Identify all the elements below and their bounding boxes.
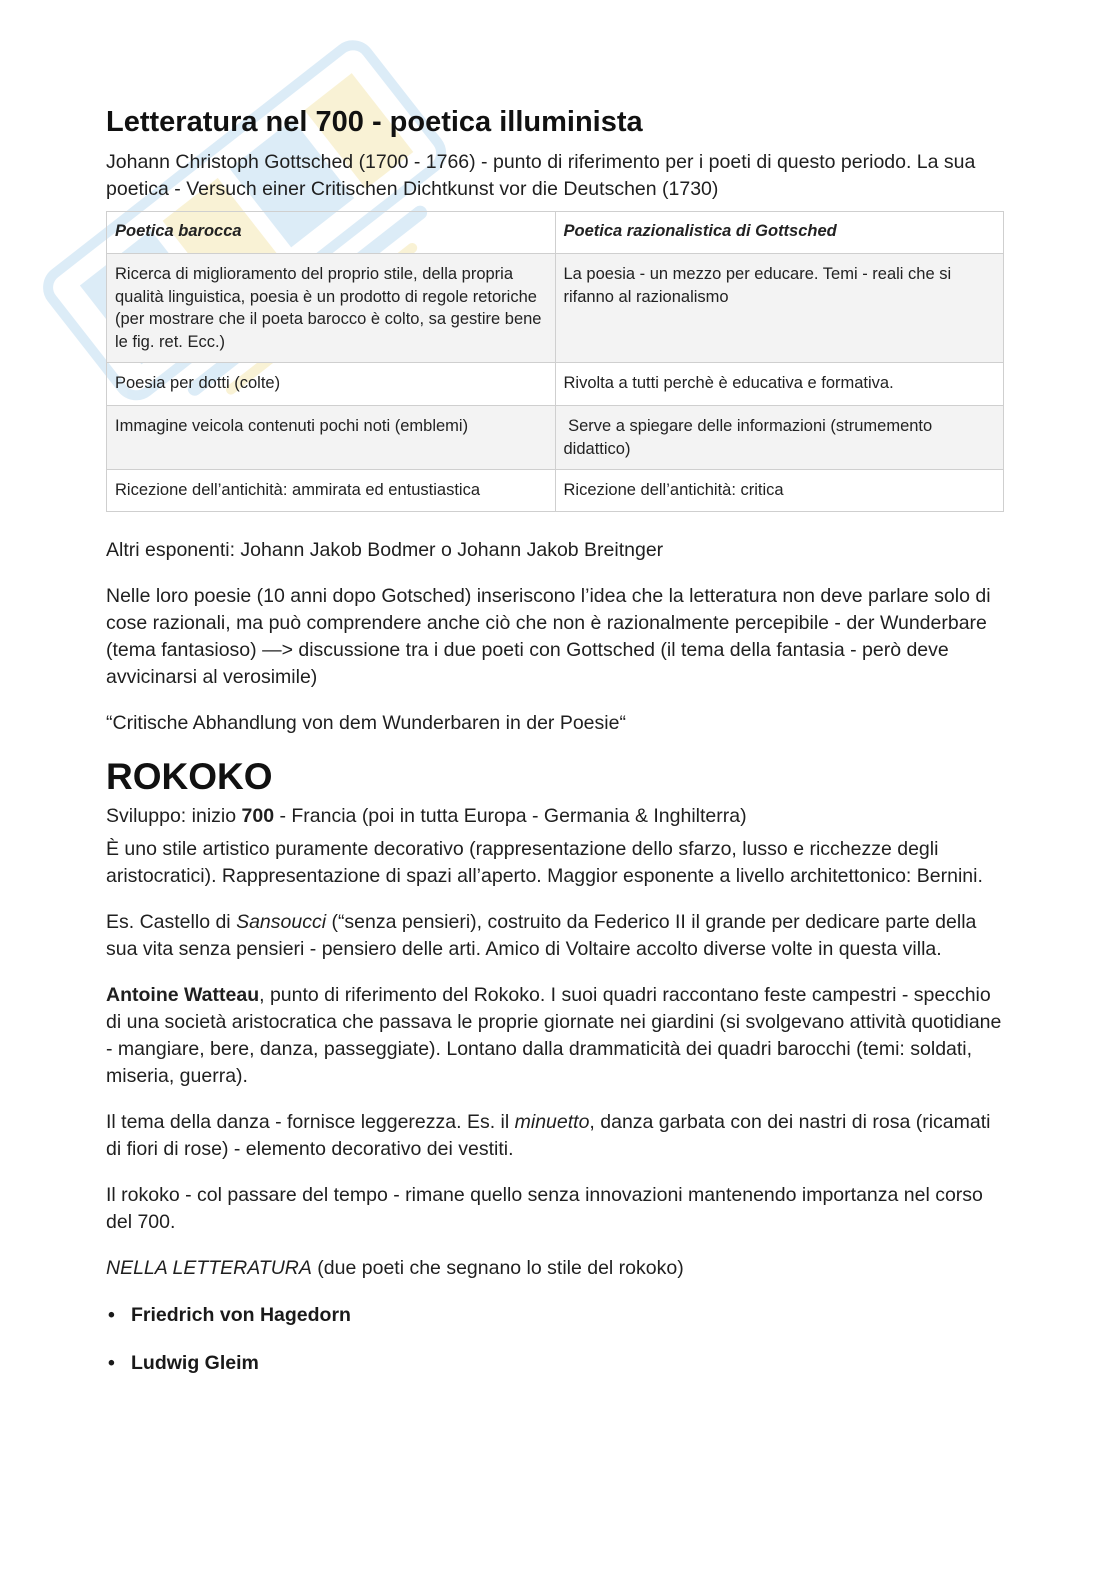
table-cell: Rivolta a tutti perchè è educativa e formativa.	[555, 363, 1004, 406]
document-page	[106, 104, 1006, 1398]
table-row	[107, 406, 1004, 470]
bullet-icon: •	[108, 1304, 115, 1326]
page-title: Letteratura nel 700 - poetica illuminista	[106, 106, 643, 138]
sviluppo-bold: 700	[241, 805, 275, 827]
sviluppo-paragraph	[106, 803, 1006, 830]
letteratura-post: (due poeti che segnano lo stile del rokoko)	[311, 1257, 684, 1279]
table-row	[107, 470, 1004, 512]
table-cell: Immagine veicola contenuti pochi noti (emblemi)	[107, 406, 556, 470]
table-cell: Serve a spiegare delle informazioni (strumemento didattico)	[555, 406, 1004, 470]
table-header-cell: Poetica razionalistica di Gottsched	[555, 212, 1004, 254]
table-row	[107, 363, 1004, 406]
watteau-name: Antoine Watteau	[106, 984, 260, 1006]
nelle-loro-paragraph: Nelle loro poesie (10 anni dopo Gotsched) inseriscono l’idea che la letteratura non deve parlare solo di cose razionali, ma può comprendere anche ciò che non è razionalmente percepibile - der Wunderbare (tema fantasioso) —> discussione tra i due poeti con Gottsched (il tema della fantasia - però deve avvicinarsi al verosimile)	[106, 585, 991, 688]
castello-post: (“senza pensieri), costruito da Federico II il grande per dedicare parte della sua vita senza pensieri - pensiero delle arti. Amico di Voltaire accolto diverse volte in questa villa.	[106, 911, 977, 960]
poet-name: Ludwig Gleim	[131, 1352, 259, 1374]
passare-paragraph: Il rokoko - col passare del tempo - rimane quello senza innovazioni mantenendo importanza nel corso del 700.	[106, 1184, 983, 1233]
watteau-paragraph	[106, 982, 1006, 1090]
stile-paragraph: È uno stile artistico puramente decorativo (rappresentazione dello sfarzo, lusso e ricchezze degli aristocratici). Rappresentazione di spazi all’aperto. Maggior esponente a livello architettonico: Bernini.	[106, 838, 983, 887]
danza-pre: Il tema della danza - fornisce leggerezza. Es. il	[106, 1111, 515, 1133]
table-row	[107, 254, 1004, 363]
watteau-text: , punto di riferimento del Rokoko. I suoi quadri raccontano feste campestri - specchio di una società aristocratica che passava le proprie giornate nei giardini (si svolgevano attività quotidiane - mangiare, bere, danza, passeggiate). Lontano dalla drammaticità dei quadri barocchi (temi: soldati, miseria, guerra).	[106, 984, 1002, 1087]
table-header-cell: Poetica barocca	[107, 212, 556, 254]
poets-list	[106, 1302, 1006, 1377]
letteratura-paragraph	[106, 1255, 1006, 1282]
comparison-table	[106, 211, 1004, 512]
intro-paragraph: Johann Christoph Gottsched (1700 - 1766) - punto di riferimento per i poeti di questo periodo. La sua poetica - Versuch einer Critischen Dichtkunst vor die Deutschen (1730)	[106, 151, 976, 200]
danza-post: , danza garbata con dei nastri di rosa (ricamati di fiori di rose) - elemento decorativo dei vestiti.	[106, 1111, 991, 1160]
table-header-row	[107, 212, 1004, 254]
section-heading-rokoko: ROKOKO	[106, 756, 273, 797]
table-cell: Ricezione dell’antichità: ammirata ed entustiastica	[107, 470, 556, 512]
table-cell: La poesia - un mezzo per educare. Temi - reali che si rifanno al razionalismo	[555, 254, 1004, 363]
letteratura-italic: NELLA LETTERATURA	[106, 1257, 312, 1279]
quote-paragraph: “Critische Abhandlung von dem Wunderbaren in der Poesie“	[106, 712, 626, 734]
danza-italic: minuetto	[514, 1111, 590, 1133]
table-cell: Ricerca di miglioramento del proprio stile, della propria qualità linguistica, poesia è un prodotto di regole retoriche (per mostrare che il poeta barocco è colto, sa gestire bene le fig. ret. Ecc.)	[107, 254, 556, 363]
danza-paragraph	[106, 1109, 1006, 1163]
altri-esponenti-paragraph: Altri esponenti: Johann Jakob Bodmer o Johann Jakob Breitnger	[106, 539, 664, 561]
table-cell: Poesia per dotti (colte)	[107, 363, 556, 406]
castello-paragraph	[106, 909, 1006, 963]
sviluppo-pre: Sviluppo: inizio	[106, 805, 242, 827]
sviluppo-post: - Francia (poi in tutta Europa - Germania & Inghilterra)	[274, 805, 747, 827]
castello-italic: Sansoucci	[236, 911, 327, 933]
list-item	[106, 1350, 1006, 1377]
list-item	[106, 1302, 1006, 1329]
bullet-icon: •	[108, 1352, 115, 1374]
table-cell: Ricezione dell’antichità: critica	[555, 470, 1004, 512]
castello-pre: Es. Castello di	[106, 911, 237, 933]
poet-name: Friedrich von Hagedorn	[131, 1304, 351, 1326]
